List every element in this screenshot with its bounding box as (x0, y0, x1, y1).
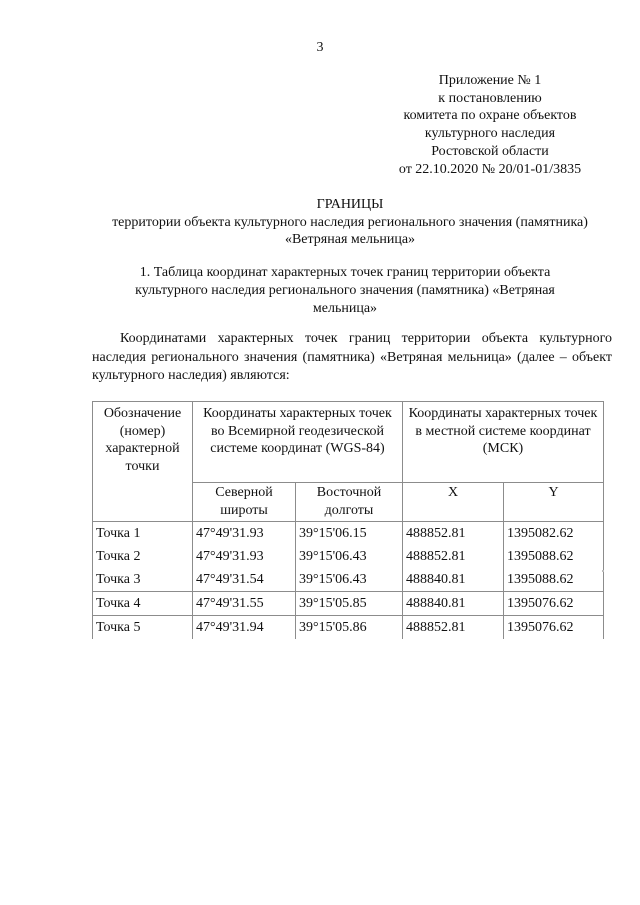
east-longitude-cell: 39°15'05.85 (296, 592, 403, 616)
table-row (93, 592, 604, 616)
page-number: 3 (316, 40, 324, 55)
header-designation: Обозначение (номер) характерной точки (93, 402, 193, 522)
y-cell: 1395088.62 (504, 545, 604, 568)
x-cell: 488852.81 (403, 545, 504, 568)
table-row (93, 522, 604, 546)
north-latitude-cell: 47°49'31.93 (193, 545, 296, 568)
header-wgs84: Координаты характерных точек во Всемирной геодезической системе координат (WGS-84) (193, 402, 403, 483)
table-row (93, 545, 604, 568)
table-row (93, 568, 604, 592)
x-cell: 488852.81 (403, 616, 504, 640)
point-name: Точка 1 (93, 522, 193, 546)
north-latitude-cell: 47°49'31.93 (193, 522, 296, 546)
y-cell: 1395082.62 (504, 522, 604, 546)
intro-paragraph: Координатами характерных точек границ территории объекта культурного наследия регионального значения (памятника) «Ветряная мельница» (далее – объект культурного наследия) являются: (92, 331, 612, 383)
east-longitude-cell: 39°15'05.86 (296, 616, 403, 640)
y-cell: 1395076.62 (504, 616, 604, 640)
appendix-line: от 22.10.2020 № 20/01-01/3835 (398, 161, 582, 177)
x-cell: 488840.81 (403, 592, 504, 616)
title-heading: ГРАНИЦЫ (316, 197, 384, 212)
point-name: Точка 5 (93, 616, 193, 640)
point-name: Точка 4 (93, 592, 193, 616)
coordinates-table (92, 401, 604, 639)
y-cell: 1395076.62 (504, 592, 604, 616)
x-cell: 488840.81 (403, 568, 504, 592)
point-name: Точка 2 (93, 545, 193, 568)
table-row (93, 616, 604, 640)
appendix-line: Приложение № 1 (438, 73, 542, 88)
header-y: Y (504, 483, 604, 522)
scan-speck (602, 570, 604, 572)
title-line: территории объекта культурного наследия регионального значения (памятника) (112, 214, 588, 230)
appendix-line: комитета по охране объектов (403, 108, 577, 124)
north-latitude-cell: 47°49'31.55 (193, 592, 296, 616)
header-north-latitude: Северной широты (193, 483, 296, 522)
x-cell: 488852.81 (403, 522, 504, 546)
appendix-line: культурного наследия (424, 126, 556, 142)
document-title (0, 196, 640, 249)
header-east-longitude: Восточной долготы (296, 483, 403, 522)
appendix-block (340, 72, 640, 178)
north-latitude-cell: 47°49'31.94 (193, 616, 296, 640)
east-longitude-cell: 39°15'06.15 (296, 522, 403, 546)
header-msk: Координаты характерных точек в местной системе координат (МСК) (403, 402, 604, 483)
north-latitude-cell: 47°49'31.54 (193, 568, 296, 592)
header-x: X (403, 483, 504, 522)
y-cell: 1395088.62 (504, 568, 604, 592)
appendix-line: Ростовской области (431, 143, 549, 159)
point-name: Точка 3 (93, 568, 193, 592)
table-header-row (93, 402, 604, 483)
east-longitude-cell: 39°15'06.43 (296, 568, 403, 592)
east-longitude-cell: 39°15'06.43 (296, 545, 403, 568)
appendix-line: к постановлению (438, 90, 542, 106)
section-title: 1. Таблица координат характерных точек границ территории объекта культурного наследия регионального значения (памятника) «Ветряная мельница» (135, 265, 555, 316)
title-line: «Ветряная мельница» (284, 232, 416, 247)
